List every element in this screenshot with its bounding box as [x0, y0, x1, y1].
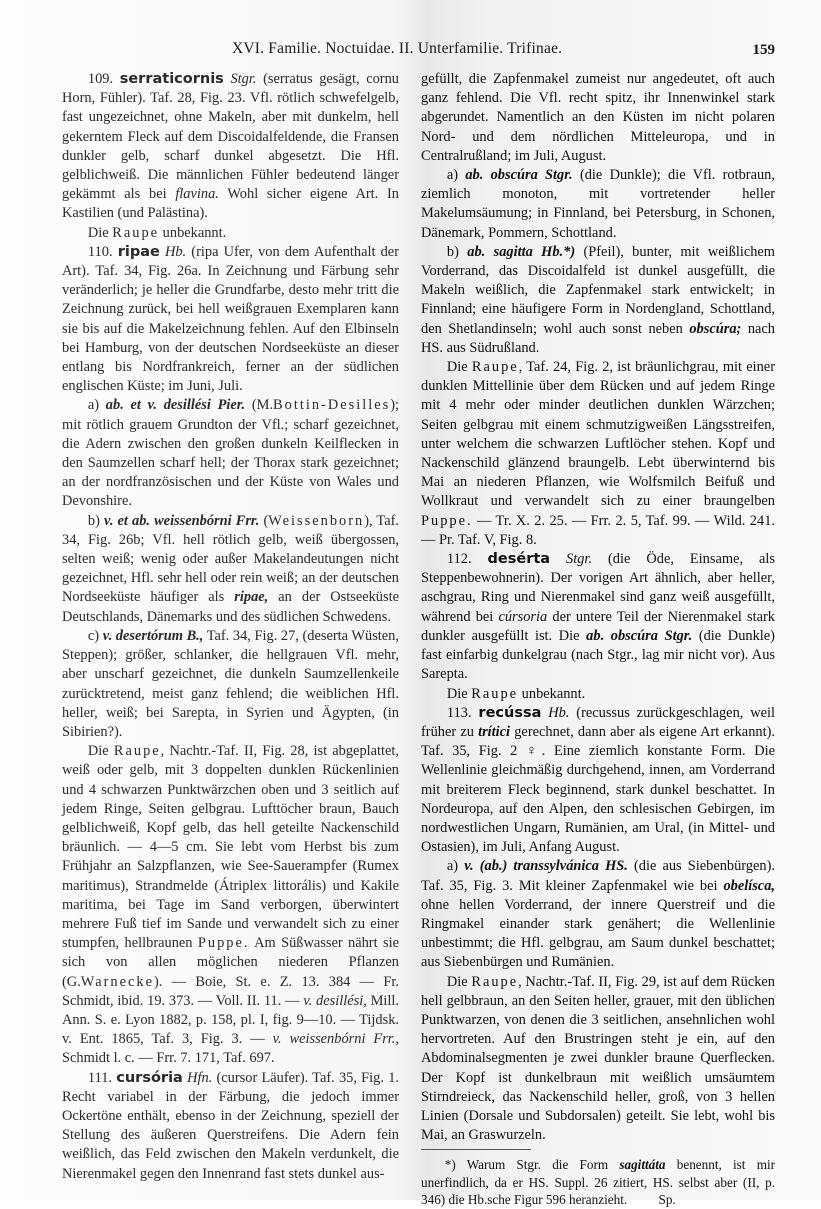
variety-name: ab. et v. desillési Pier. [105, 397, 246, 414]
footnote-divider [421, 1149, 531, 1150]
species-description: (cursor Läufer). Taf. 35, Fig. 1. Recht variabel in der Färbung, die jedoch immer Ockertöne enthält, ebenso in der Zeichnung, speziell der Stellung des äußeren Querstreifens. Die Adern fein weißlich, das Feld zwischen den Makeln verdunkelt, die Nierenmakel gegen den Innenrand fast stets dunkel aus- [62, 1069, 399, 1182]
species-110-entry [62, 243, 399, 397]
species-name: ripae [117, 243, 160, 260]
italic-term: obscúra; [689, 320, 742, 337]
italic-term: sagittáta [619, 1157, 666, 1173]
italic-term: v. weissenbórni Frr., [272, 1031, 399, 1048]
variety-name: ab. obscúra Stgr. [586, 627, 693, 644]
italic-term: ripae, [234, 589, 269, 606]
variety-name: v. (ab.) transsylvánica HS. [464, 858, 628, 875]
species-reference: flavina. [175, 186, 219, 203]
footnote-signature: Sp. [658, 1192, 676, 1208]
larva-description [421, 973, 775, 1146]
italic-term: cúrsoria [498, 608, 548, 625]
text: Die [87, 743, 109, 760]
text: gerechnet, dann aber als eigene Art erkannt). Taf. 35, Fig. 2 ♀. Eine ziemlich konstante Form. Die Wellenlinie gleichmäßig durchgehend, innen, am Vorderrand mit breiterem Fleck beginnend, stark dunkel beschattet. In Nordeuropa, auf den Alpen, den schlesischen Gebirgen, im nordwestlichen Ungarn, Rumänien, am Ural, (in Mittel- und Ostasien), im Juli, Anfang August. [421, 723, 775, 856]
text: , Nachtr.-Taf. II, Fig. 28, ist abgeplattet, weiß oder gelb, mit 3 doppelten dunklen Rückenlinien und 4 schwarzen Punktwärzchen oben und 3 seitlich auf jedem Ringe, Seiten gelbgrau. Lufttöcher braun, Bauch gelblichweiß, Kopf gelb, das hell geteilte Nackenschild bräunlich. — 4—5 cm. Sie lebt vom Herbst bis zum Frühjahr an Salzpflanzen, wie See-Sauerampfer (Rumex maritimus), Strandmelde (Átriplex littorális) und Kakile maritima, bei Tage im Sand verborgen, überwintert mehrere Fuß tief im Sande und verwandelt sich zu einer stumpfen, hellbraunen [62, 743, 399, 952]
variety-c [62, 627, 399, 742]
text: Schmidt l. c. — Frr. 7. 171, Taf. 697. [62, 1050, 275, 1067]
species-description: (ripa Ufer, von dem Aufenthalt der Art). Taf. 34, Fig. 26a. In Zeichnung und Färbung sehr veränderlich; je heller die Grundfarbe, desto mehr tritt die Zeichnung zurück, bei hell weißgrauen Exemplaren kann sie bis auf die Makelzeichnung fehlen. Auf den Elbinseln bei Hamburg, von der deutschen Nordseeküste an dieser entlang bis Nordfrankreich, ferner an der südlichen englischen Küste; im Juni, Juli. [62, 243, 399, 395]
variety-label: b) [446, 243, 459, 260]
species-number: 110. [87, 243, 113, 260]
text: (die Öde, Einsame, als Steppenbewohnerin). Der vorigen Art ähnlich, aber heller, aschgrau, Ring und Nierenmakel sind ganz weiß ausgefüllt, während bei [421, 551, 775, 625]
text: Am Süßwasser nährt sie sich von allen möglichen niederen Pflanzen (G. [62, 935, 399, 990]
larva-note [62, 224, 399, 243]
text: nach HS. aus Südrußland. [421, 320, 775, 356]
spaced-term: Puppe. [421, 512, 473, 529]
species-name: desérta [487, 551, 551, 568]
text: Taf. 34, Fig. 27, (deserta Wüsten, Steppen); größer, schlanker, die hellgrauen Vfl. mehr, aber unscharf gezeichnet, die dunkeln Saumzellenkeile zurücktretend, meist ganz fehlend; die weiblichen Hfl. heller, weiß; bei Sarepta, in Syrien und Ägypten, (in Sibirien?). [62, 627, 399, 740]
species-author: Hfn. [187, 1069, 213, 1086]
variety-a [421, 857, 775, 972]
variety-label: b) [87, 512, 100, 529]
text: , Taf. 24, Fig. 2, ist bräunlichgrau, mit einer dunklen Mittellinie über dem Rücken und auf jedem Ringe mit 4 mehr oder minder deutlichen dunklen Wärzchen; Seiten gelbgrau mit einem schmutzigweißen Längsstreifen, unter welchem die schwarzen Luftlöcher stehen. Kopf und Nackenschild glänzend braungelb. Lebt überwinternd bis Mai an niederen Pflanzen, wie Wolfsmilch Beifuß und Wollkraut und verwandelt sich zu einer braungelben [421, 359, 775, 510]
spaced-term: Bottin-Desilles [273, 397, 391, 414]
italic-term: trítici [478, 723, 511, 740]
spaced-term: Raupe [113, 743, 161, 760]
text: ohne hellen Vorderrand, der innere Querstreif und die Ringmakel einander stark genähert; die Wellenlinie unbestimmt; die Hfl. gelbgrau, am Saum dunkel beschattet; aus Siebenbürgen und Rumänien. [421, 896, 775, 971]
italic-term: v. desillési, [303, 992, 367, 1009]
right-column [421, 70, 775, 1209]
species-author: Hb. [164, 243, 187, 260]
spaced-term: Weissenborn [268, 512, 365, 529]
variety-a [62, 396, 399, 511]
text: ( [263, 512, 269, 529]
text: unbekannt. [162, 224, 227, 241]
spaced-term: Raupe [471, 359, 519, 376]
continued-paragraph: gefüllt, die Zapfenmakel zumeist nur angedeutet, oft auch ganz fehlend. Die Vfl. recht spitz, ihr Innenwinkel stark abgerundet. Namentlich an den Küsten im nicht polaren Nord- und dem nördlichen Mitteleuropa, und in Centralrußland; im Juli, August. [421, 71, 775, 164]
variety-name: v. et ab. weissenbórni Frr. [104, 512, 260, 529]
variety-label: c) [87, 627, 100, 644]
larva-description [62, 742, 399, 1068]
larva-note [421, 685, 775, 704]
spaced-term: Puppe. [197, 935, 250, 952]
text: , Nachtr.-Taf. II, Fig. 29, ist auf dem Rücken hell gelbbraun, an den Seiten heller, grauer, mit den üblichen Punktwarzen, von denen die 3 seitlichen, ansehnlichen wohl hervortreten. Auf den Brustringen steht je ein, auf den Abdominalsegmenten je zwei dunkler braune Querflecken. Der Kopf ist dunkelbraun mit weißlich umsäumtem Stirndreieck, das Nackenschild heller, groß, von 3 hellen Linien (Dorsale und Subdorsalen) geteilt. Sie lebt, wohl bis Mai, an Graswurzeln. [421, 973, 775, 1144]
text: Die [446, 973, 468, 990]
text: (die Dunkle) fast einfarbig dunkelgrau (nach Stgr., lag mir nicht vor). Aus Sarepta. [421, 627, 775, 683]
text: ); mit rötlich grauem Grundton der Vfl.; scharf gezeichnet, die Adern zwischen den großen dunkeln Keilflecken in den Saumzellen scharf hell; der Thorax stark gezeichnet; an der nordfranzösischen und der Küste von Wales und Devonshire. [62, 397, 399, 510]
spaced-term: Raupe [471, 685, 519, 702]
text: ), Taf. 34, Fig. 26b; Vfl. hell rötlich gelb, weiß übergossen, selten weiß; wenig oder außer Makelandeutungen nicht gezeichnet, Hfl. sehr hell oder rein weiß; an der deutschen Nordseeküste häufiger als [62, 512, 399, 606]
species-author: Stgr. [230, 71, 257, 87]
text: *) Warum Stgr. die Form [444, 1157, 609, 1173]
variety-label: a) [446, 858, 459, 875]
text: (die Dunkle); die Vfl. rotbraun, ziemlich monoton, mit vortretender heller Makelumsäumung; in Finnland, bei Petersburg, in Schonen, Dänemark, Pommern, Schottland. [421, 167, 775, 241]
footnote [421, 1156, 775, 1209]
variety-label: a) [446, 167, 459, 184]
italic-term: obelísca, [723, 877, 775, 894]
larva-description [421, 358, 775, 550]
species-number: 109. [87, 71, 114, 87]
text: (recussus zurückgeschlagen, weil früher zu [421, 704, 775, 740]
variety-name: v. desertórum B., [102, 627, 204, 644]
species-111-entry [62, 1069, 399, 1184]
species-name: cursória [116, 1069, 183, 1086]
species-name: serraticornis [119, 71, 224, 87]
species-113-entry [421, 704, 775, 858]
spaced-term: Raupe [471, 973, 519, 990]
text: an der Ostseeküste Deutschlands, Dänemarks und des südlichen Schwedens. [62, 589, 399, 625]
text: benennt, ist mir unerfindlich, da er HS. Suppl. 26 zitiert, HS. selbst aber (II, p. 346) die Hb.sche Figur 596 heranzieht. [421, 1157, 776, 1208]
species-109-entry [62, 70, 399, 224]
variety-b [62, 512, 399, 627]
species-number: 111. [87, 1069, 113, 1086]
species-name: recússa [478, 704, 542, 721]
text: ). — Boie, St. e. Z. 13. 384 — Fr. Schmidt, ibid. 19. 373. — Voll. II. 11. — [62, 973, 399, 1009]
variety-name: ab. obscúra Stgr. [465, 167, 573, 184]
page-number: 159 [752, 42, 775, 58]
text: der untere Teil der Nierenmakel stark dunkler ausgefüllt ist. Die [421, 608, 775, 644]
variety-b [421, 243, 775, 358]
variety-name: ab. sagitta Hb.*) [467, 243, 576, 260]
species-number: 112. [446, 551, 472, 568]
text: (die aus Siebenbürgen). Taf. 35, Fig. 3. Mit kleiner Zapfenmakel wie bei [421, 858, 775, 894]
text: Die [446, 359, 468, 376]
running-head: XVI. Familie. Noctuidae. II. Unterfamilie. Trifinae. [232, 40, 563, 57]
text: Mill. Ann. S. e. Lyon 1882, p. 158, pl. I, fig. 9—10. — Tijdsk. v. Ent. 1865, Taf. 3, Fig. 3. — [62, 992, 399, 1048]
text: unbekannt. [521, 685, 586, 702]
variety-label: a) [87, 397, 100, 414]
species-author: Hb. [548, 704, 570, 721]
text: — Tr. X. 2. 25. — Frr. 2. 5, Taf. 99. — Wild. 241. — Pr. Taf. V, Fig. 8. [421, 512, 775, 548]
species-author: Stgr. [566, 551, 593, 568]
text: (M. [251, 397, 274, 414]
page-header [0, 40, 821, 66]
spaced-term: Raupe [112, 224, 160, 241]
species-description: (serratus gesägt, cornu Horn, Fühler). Taf. 28, Fig. 23. Vfl. rötlich schwefelgelb, fast ungezeichnet, ohne Makeln, aber mit dunkelm, hell gekerntem Fleck auf dem Discoidalfeldende, die Fransen dunkler gelb, scharf dunkel abgesetzt. Die Hfl. gelblichweiß. Die männlichen Fühler bedeutend länger gekämmt als bei [62, 71, 399, 203]
text: (Pfeil), bunter, mit weißlichem Vorderrand, das Discoidalfeld ist dunkel ausgefüllt, die Makeln weißlich, die Zapfenmakel stark entwickelt; in Finnland; eine häufigere Form in Nordengland, Schottland, den Shetlandinseln; wohl auch sonst neben [421, 243, 775, 337]
species-range: Wohl sicher eigene Art. In Kastilien (und Palästina). [62, 186, 399, 222]
variety-a [421, 166, 775, 243]
species-112-entry [421, 550, 775, 684]
species-number: 113. [446, 704, 472, 721]
left-column [62, 70, 399, 1184]
text: Die [446, 685, 468, 702]
text: Die [87, 224, 109, 241]
spaced-term: Warnecke [80, 973, 154, 990]
